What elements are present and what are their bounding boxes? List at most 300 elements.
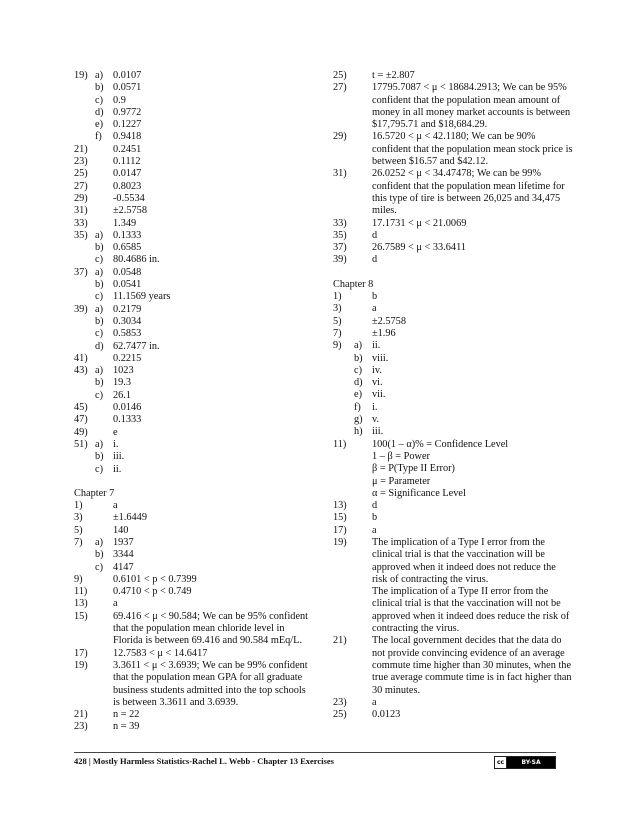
answer-text: The implication of a Type II error from the clinical trial is that the vaccination will not be approved when it indeed does reduce the risk of contracting the virus.	[372, 586, 570, 635]
answer-row	[333, 218, 573, 230]
answer-row	[74, 574, 314, 586]
answer-text: 1 – β = Power	[372, 450, 430, 462]
answer-row	[74, 144, 314, 156]
answer-row	[74, 549, 314, 561]
answer-row	[333, 131, 573, 168]
answer-text: 4147	[113, 561, 134, 573]
answer-text: 12.7583 < μ < 14.6417	[113, 647, 208, 659]
exercise-number: 9)	[74, 573, 83, 585]
sub-part-label: b)	[95, 315, 104, 327]
exercise-number: 9)	[333, 340, 342, 352]
answer-row	[74, 242, 314, 254]
exercise-number	[333, 365, 354, 377]
answer-row	[74, 721, 314, 733]
exercise-number: 39)	[74, 303, 88, 315]
answer-text: ii.	[372, 340, 381, 352]
sub-part-label: a)	[95, 229, 103, 241]
exercise-number: 7)	[333, 327, 342, 339]
answer-row	[74, 156, 314, 168]
exercise-number: 51)	[74, 438, 88, 450]
answer-text: 0.2179	[113, 303, 142, 315]
sub-part-label: f)	[95, 131, 102, 143]
exercise-number: 7)	[74, 536, 83, 548]
answer-row	[333, 365, 573, 377]
exercise-number: 23)	[333, 696, 347, 708]
sub-part-label	[354, 70, 372, 82]
answer-text: 0.9418	[113, 131, 142, 143]
answer-row	[333, 537, 573, 586]
exercise-number	[74, 377, 95, 389]
answer-text: iv.	[372, 364, 382, 376]
sub-part-label	[354, 439, 372, 451]
exercise-number	[74, 82, 95, 94]
answer-text: 0.1333	[113, 229, 142, 241]
answer-row	[333, 709, 573, 721]
answer-row	[333, 488, 573, 500]
sub-part-label: g)	[354, 414, 363, 426]
answer-text: 17795.7087 < μ < 18684.2913; We can be 95% confident that the population mean amount of money in all money market accounts is between $17,795.71 and $18,684.29.	[372, 82, 571, 131]
exercise-number	[74, 131, 95, 143]
answer-row	[74, 512, 314, 524]
sub-part-label: d)	[95, 340, 104, 352]
exercise-number	[74, 291, 95, 303]
sub-part-label	[354, 537, 372, 586]
answer-text: 0.1112	[113, 156, 141, 168]
sub-part-label: b)	[95, 279, 104, 291]
sub-part-label: b)	[95, 549, 104, 561]
answer-text: ii.	[113, 463, 122, 475]
exercise-number: 29)	[333, 131, 347, 143]
exercise-number	[333, 377, 354, 389]
sub-part-label: d)	[354, 377, 363, 389]
sub-part-label	[354, 242, 372, 254]
exercise-number: 47)	[74, 414, 88, 426]
exercise-number: 3)	[74, 512, 83, 524]
answer-row	[74, 328, 314, 340]
sub-part-label	[354, 463, 372, 475]
exercise-number	[333, 426, 354, 438]
sub-part-label	[95, 525, 113, 537]
sub-part-label	[354, 131, 372, 168]
answer-text: α = Significance Level	[372, 487, 466, 499]
answer-text: 0.0541	[113, 279, 142, 291]
answer-row	[74, 254, 314, 266]
answer-row	[74, 193, 314, 205]
exercise-number: 25)	[333, 70, 347, 81]
answer-text: 0.5853	[113, 328, 142, 340]
answer-text: viii.	[372, 352, 389, 364]
answer-row	[74, 205, 314, 217]
answer-text: a	[372, 524, 377, 536]
exercise-number: 19)	[333, 536, 347, 548]
sub-part-label: b)	[354, 352, 363, 364]
exercise-number: 49)	[74, 426, 88, 438]
exercise-number	[74, 328, 95, 340]
sub-part-label: a)	[95, 536, 103, 548]
exercise-number: 25)	[74, 168, 88, 180]
answer-text: 0.0571	[113, 82, 142, 94]
answer-text: 0.6585	[113, 242, 142, 254]
page-footer	[74, 752, 556, 766]
answer-row	[333, 439, 573, 451]
exercise-number: 21)	[74, 143, 88, 155]
answer-text: i.	[113, 438, 119, 450]
license-label: BY-SA	[507, 757, 555, 768]
exercise-number: 17)	[333, 524, 347, 536]
exercise-number	[74, 549, 95, 561]
exercise-number	[333, 586, 354, 635]
sub-part-label	[95, 181, 113, 193]
answer-row	[74, 598, 314, 610]
sub-part-label	[354, 291, 372, 303]
answer-text: 0.0147	[113, 168, 142, 180]
exercise-number: 5)	[333, 315, 342, 327]
sub-part-label	[354, 476, 372, 488]
sub-part-label: b)	[95, 82, 104, 94]
exercise-number	[74, 95, 95, 107]
answer-row	[74, 168, 314, 180]
answer-row	[74, 316, 314, 328]
exercise-number: 21)	[333, 635, 347, 647]
exercise-number	[74, 119, 95, 131]
answer-text: e	[113, 426, 118, 438]
answer-text: n = 39	[113, 721, 140, 733]
exercise-number	[74, 254, 95, 266]
exercise-number	[333, 389, 354, 401]
answer-text: b	[372, 512, 378, 524]
answer-text: ±1.96	[372, 327, 396, 339]
answer-row	[74, 353, 314, 365]
answer-row	[74, 525, 314, 537]
sub-part-label	[354, 230, 372, 242]
answer-text: 1.349	[113, 217, 137, 229]
exercise-number: 31)	[74, 205, 88, 217]
answer-text: 0.0107	[113, 70, 142, 81]
exercise-number	[333, 488, 354, 500]
exercise-number: 13)	[333, 500, 347, 512]
sub-part-label	[354, 709, 372, 721]
answer-row	[333, 242, 573, 254]
answer-text: 3344	[113, 549, 134, 561]
chapter-heading: Chapter 8	[333, 278, 374, 290]
sub-part-label	[354, 697, 372, 709]
answer-text: a	[372, 303, 377, 315]
exercise-number: 31)	[333, 168, 347, 180]
exercise-number: 37)	[333, 242, 347, 254]
chapter-heading: Chapter 7	[74, 487, 115, 499]
exercise-number	[74, 242, 95, 254]
answer-row	[74, 611, 314, 648]
answer-row	[74, 451, 314, 463]
sub-part-label	[354, 82, 372, 131]
answer-row	[333, 291, 573, 303]
sub-part-label: f)	[354, 401, 361, 413]
exercise-number: 11)	[333, 438, 347, 450]
exercise-number	[74, 464, 95, 476]
answer-text: d	[372, 229, 378, 241]
answer-text: 19.3	[113, 377, 132, 389]
answer-row	[74, 439, 314, 451]
sub-part-label	[95, 353, 113, 365]
right-answer-column	[333, 70, 573, 721]
exercise-number: 35)	[74, 229, 88, 241]
answer-row	[333, 303, 573, 315]
answer-row	[333, 426, 573, 438]
answer-row	[333, 389, 573, 401]
exercise-number: 15)	[74, 610, 88, 622]
sub-part-label: a)	[354, 340, 362, 352]
answer-text: iii.	[113, 451, 125, 463]
answer-text: v.	[372, 414, 380, 426]
sub-part-label	[95, 427, 113, 439]
answer-text: ±2.5758	[113, 205, 147, 217]
exercise-number: 13)	[74, 598, 88, 610]
exercise-number: 27)	[74, 180, 88, 192]
answer-text: vii.	[372, 389, 386, 401]
answer-row	[333, 463, 573, 475]
answer-text: iii.	[372, 426, 384, 438]
exercise-number: 1)	[74, 500, 83, 512]
exercise-number: 29)	[74, 192, 88, 204]
sub-part-label	[95, 586, 113, 598]
exercise-number: 23)	[74, 721, 88, 733]
answer-text: 0.9	[113, 94, 126, 106]
sub-part-label	[354, 254, 372, 266]
sub-part-label	[95, 218, 113, 230]
answer-row	[333, 353, 573, 365]
exercise-number: 33)	[74, 217, 88, 229]
answer-row	[74, 304, 314, 316]
answer-row	[74, 181, 314, 193]
answer-row	[74, 131, 314, 143]
sub-part-label	[95, 648, 113, 660]
exercise-number: 19)	[74, 70, 88, 81]
answer-text: 0.2451	[113, 143, 142, 155]
answer-row	[74, 107, 314, 119]
answer-row	[333, 476, 573, 488]
answer-text: 140	[113, 524, 129, 536]
sub-part-label	[95, 144, 113, 156]
answer-row	[333, 525, 573, 537]
answer-text: 0.2215	[113, 352, 142, 364]
answer-text: 0.3034	[113, 315, 142, 327]
exercise-number	[74, 279, 95, 291]
answer-row	[333, 586, 573, 635]
cc-by-sa-license-badge	[494, 756, 556, 769]
exercise-number: 11)	[74, 586, 88, 598]
exercise-number: 23)	[74, 156, 88, 168]
answer-row	[333, 635, 573, 696]
answer-text: 0.8023	[113, 180, 142, 192]
sub-part-label: h)	[354, 426, 363, 438]
answer-text: 17.1731 < μ < 21.0069	[372, 217, 467, 229]
answer-text: d	[372, 254, 378, 266]
answer-text: μ = Parameter	[372, 475, 431, 487]
answer-text: The implication of a Type I error from the clinical trial is that the vaccination will be approved when it indeed does not reduce the risk of contracting the virus.	[372, 536, 556, 585]
answer-row	[333, 402, 573, 414]
sub-part-label: b)	[95, 377, 104, 389]
answer-text: -0.5534	[113, 192, 145, 204]
sub-part-label	[354, 303, 372, 315]
sub-part-label: c)	[354, 364, 362, 376]
answer-row	[74, 291, 314, 303]
sub-part-label: c)	[95, 561, 103, 573]
footer-text: 428 | Mostly Harmless Statistics-Rachel L. Webb - Chapter 13 Exercises	[74, 756, 334, 766]
sub-part-label	[95, 598, 113, 610]
answer-text: vi.	[372, 377, 383, 389]
answer-row	[74, 365, 314, 377]
exercise-number	[333, 414, 354, 426]
exercise-number: 35)	[333, 229, 347, 241]
exercise-number	[74, 562, 95, 574]
answer-row	[74, 427, 314, 439]
answer-row	[74, 537, 314, 549]
answer-text: 0.0548	[113, 266, 142, 278]
answer-text: t = ±2.807	[372, 70, 415, 81]
answer-text: 100(1 – α)% = Confidence Level	[372, 438, 509, 450]
exercise-number	[333, 353, 354, 365]
exercise-number	[74, 107, 95, 119]
answer-row	[333, 168, 573, 217]
sub-part-label	[354, 512, 372, 524]
answer-row	[74, 70, 314, 82]
answer-row	[333, 414, 573, 426]
answer-row	[333, 512, 573, 524]
answer-text: 80.4686 in.	[113, 254, 160, 266]
answer-row	[333, 500, 573, 512]
sub-part-label: c)	[95, 328, 103, 340]
answer-row	[74, 709, 314, 721]
answer-text: n = 22	[113, 709, 140, 721]
left-answer-column	[74, 70, 314, 734]
sub-part-label	[95, 512, 113, 524]
exercise-number: 39)	[333, 254, 347, 266]
exercise-number	[333, 476, 354, 488]
answer-row	[74, 660, 314, 709]
answer-text: b	[372, 291, 378, 303]
sub-part-label	[354, 525, 372, 537]
exercise-number: 45)	[74, 402, 88, 414]
answer-row	[74, 267, 314, 279]
answer-text: The local government decides that the data do not provide convincing evidence of an average commute time higher than 30 minutes, when the true average commute time is in fact higher than 30 minutes.	[372, 635, 572, 696]
sub-part-label	[354, 316, 372, 328]
answer-row	[333, 230, 573, 242]
exercise-number: 33)	[333, 217, 347, 229]
exercise-number: 25)	[333, 709, 347, 721]
answer-text: 69.416 < μ < 90.584; We can be 95% confident that the population mean chloride level in Florida is between 69.416 and 90.584 mEq/L.	[113, 610, 309, 647]
sub-part-label	[354, 451, 372, 463]
cc-icon: cc	[495, 757, 507, 768]
exercise-number	[333, 451, 354, 463]
answer-row	[74, 648, 314, 660]
exercise-number	[333, 402, 354, 414]
answer-text: a	[113, 500, 118, 512]
answer-text: 16.5720 < μ < 42.1180; We can be 90% confident that the population mean stock price is between $16.57 and $42.12.	[372, 131, 573, 168]
answer-text: 0.1227	[113, 119, 142, 131]
answer-text: 0.4710 < p < 0.749	[113, 586, 192, 598]
sub-part-label	[95, 414, 113, 426]
exercise-number: 41)	[74, 352, 88, 364]
sub-part-label: c)	[95, 94, 103, 106]
answer-text: 26.1	[113, 389, 132, 401]
exercise-number: 19)	[74, 659, 88, 671]
answer-text: 1023	[113, 365, 134, 377]
answer-row	[333, 82, 573, 131]
sub-part-label	[354, 635, 372, 696]
exercise-number: 27)	[333, 82, 347, 94]
answer-row	[333, 70, 573, 82]
answer-row	[74, 341, 314, 353]
answer-text: 26.0252 < μ < 34.47478; We can be 99% confident that the population mean lifetime for this type of tire is between 26,025 and 34,475 miles.	[372, 168, 565, 217]
sub-part-label: a)	[95, 438, 103, 450]
sub-part-label	[95, 156, 113, 168]
sub-part-label	[95, 721, 113, 733]
sub-part-label: e)	[95, 119, 103, 131]
exercise-number: 1)	[333, 291, 342, 303]
answer-text: 0.6101 < p < 0.7399	[113, 573, 197, 585]
sub-part-label	[354, 218, 372, 230]
answer-row	[74, 464, 314, 476]
answer-row	[74, 500, 314, 512]
answer-text: 3.3611 < μ < 3.6939; We can be 99% confident that the population mean GPA for all graduate business students admitted into the top schools is between 3.3611 and 3.6939.	[113, 659, 308, 708]
sub-part-label: a)	[95, 70, 103, 81]
sub-part-label: c)	[95, 254, 103, 266]
sub-part-label: d)	[95, 106, 104, 118]
exercise-number: 43)	[74, 365, 88, 377]
sub-part-label	[95, 709, 113, 721]
answer-row	[333, 328, 573, 340]
answer-row	[333, 451, 573, 463]
answer-text: 1937	[113, 536, 134, 548]
answer-text: 0.1333	[113, 414, 142, 426]
sub-part-label	[354, 500, 372, 512]
answer-row	[74, 119, 314, 131]
exercise-number: 37)	[74, 266, 88, 278]
answer-row	[74, 95, 314, 107]
exercise-number: 5)	[74, 524, 83, 536]
answer-row	[74, 562, 314, 574]
sub-part-label	[95, 205, 113, 217]
sub-part-label	[354, 168, 372, 217]
sub-part-label	[95, 611, 113, 648]
answer-text: 26.7589 < μ < 33.6411	[372, 242, 466, 254]
exercise-number: 15)	[333, 512, 347, 524]
answer-row	[74, 279, 314, 291]
sub-part-label: a)	[95, 365, 103, 377]
answer-row	[333, 254, 573, 266]
answer-row	[74, 402, 314, 414]
answer-text: ±2.5758	[372, 315, 406, 327]
answer-row	[74, 377, 314, 389]
sub-part-label	[95, 660, 113, 709]
exercise-number: 3)	[333, 303, 342, 315]
answer-text: d	[372, 500, 378, 512]
sub-part-label: a)	[95, 266, 103, 278]
exercise-number	[333, 463, 354, 475]
answer-row	[333, 697, 573, 709]
exercise-number	[74, 451, 95, 463]
exercise-number: 17)	[74, 647, 88, 659]
sub-part-label	[354, 586, 372, 635]
sub-part-label	[95, 574, 113, 586]
sub-part-label: c)	[95, 389, 103, 401]
answer-text: a	[372, 696, 377, 708]
answer-row	[333, 340, 573, 352]
sub-part-label: c)	[95, 291, 103, 303]
answer-row	[74, 218, 314, 230]
sub-part-label	[354, 488, 372, 500]
answer-row	[74, 230, 314, 242]
